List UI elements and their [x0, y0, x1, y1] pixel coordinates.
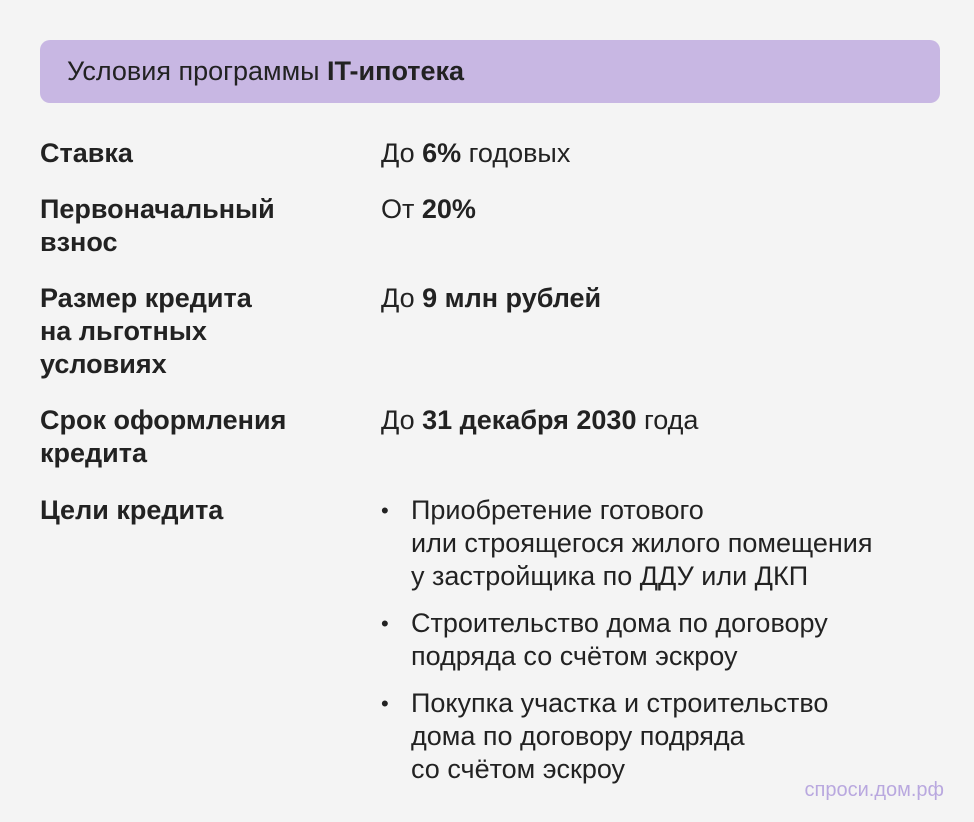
value-prefix: От: [381, 194, 422, 224]
value-prefix: До: [381, 405, 423, 435]
bullet-icon: •: [381, 611, 389, 636]
goal-line: Строительство дома по договору: [411, 608, 828, 638]
goal-line: у застройщика по ДДУ или ДКП: [411, 561, 809, 591]
list-item: [381, 607, 951, 673]
label-line: условиях: [40, 349, 167, 379]
row-label-down-payment: [40, 193, 340, 259]
value-prefix: До: [381, 138, 423, 168]
value-bold: 20%: [421, 194, 476, 224]
goal-line: Покупка участка и строительство: [411, 688, 829, 718]
goal-line: подряда со счётом эскроу: [411, 641, 738, 671]
row-value-down-payment: [381, 193, 476, 226]
goal-line: дома по договору подряда: [411, 721, 745, 751]
row-label-term: [40, 404, 340, 470]
list-item: [381, 494, 951, 593]
label-line: взнос: [40, 227, 118, 257]
bullet-icon: •: [381, 691, 389, 716]
label-line: Размер кредита: [40, 283, 252, 313]
row-label-goals: Цели кредита: [40, 495, 224, 525]
value-prefix: До: [381, 283, 423, 313]
row-value-rate: [381, 137, 570, 170]
row-label-loan-size: [40, 282, 340, 381]
label-line: Срок оформления: [40, 405, 287, 435]
value-suffix: годовых: [461, 138, 571, 168]
bullet-icon: •: [381, 498, 389, 523]
label-line: кредита: [40, 438, 147, 468]
row-value-loan-size: [381, 282, 601, 315]
row-label-rate: Ставка: [40, 138, 133, 168]
value-suffix: года: [636, 405, 699, 435]
value-bold: 6%: [422, 138, 462, 168]
goals-list: [381, 494, 951, 800]
value-bold: 9 млн рублей: [422, 283, 602, 313]
watermark: спроси.дом.рф: [804, 779, 944, 801]
label-line: Первоначальный: [40, 194, 275, 224]
title-regular-text: Условия программы: [67, 56, 328, 86]
title-bar: [40, 40, 940, 103]
goal-line: Приобретение готового: [411, 495, 704, 525]
goal-line: или строящегося жилого помещения: [411, 528, 873, 558]
row-value-term: [381, 404, 698, 437]
title-bold-text: IT-ипотека: [327, 56, 465, 86]
list-item: [381, 687, 951, 786]
label-line: на льготных: [40, 316, 207, 346]
goal-line: со счётом эскроу: [411, 754, 626, 784]
value-bold: 31 декабря 2030: [422, 405, 637, 435]
page-title: [67, 56, 464, 87]
